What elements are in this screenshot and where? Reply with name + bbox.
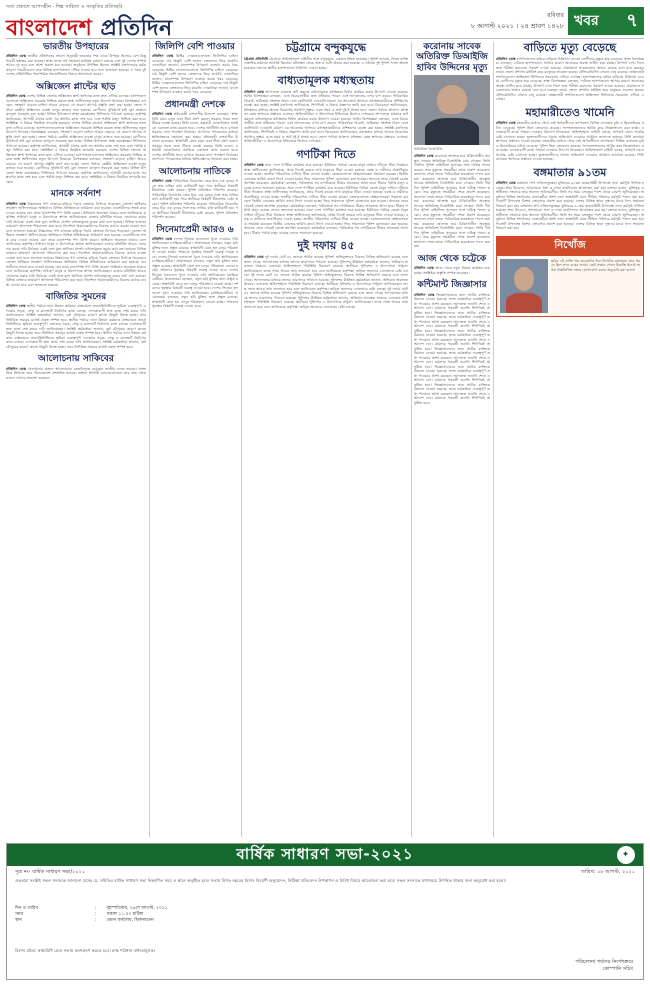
article-headline[interactable]: বাধ্যতামূলক মধ্যস্থতায়: [277, 74, 375, 88]
column-rule: [493, 42, 494, 837]
article-headline[interactable]: অক্সিজেন প্লান্টের ছাড়: [36, 81, 116, 92]
article-headline[interactable]: সিনেমাপ্রেমী আরও ৬: [156, 224, 234, 235]
section-tag: [568, 7, 644, 35]
article: [244, 240, 408, 309]
article-headline[interactable]: জিলিপি বেশি পাওয়ার: [155, 42, 235, 52]
article-body: প্রতিদিন ডেস্ক খেলাধুলার অঙ্গনে আলোচনার কেন্দ্রবিন্দুতে রয়েছেন জাতীয় দলের তারকা। সাম্প্রতিক সিরিজে তার পারফরম্যান্স প্রশংসিত হয়েছে। ভক্তরা আগামী ম্যাচগুলোতেও তার কাছ থেকে ভালো খেলার প্রত্যাশা করছেন।: [6, 366, 146, 380]
article-headline[interactable]: মহামারীতেও খামেনি: [525, 105, 615, 119]
article-headline[interactable]: আলোচনায় সাকিবের: [38, 354, 114, 365]
article: [244, 42, 408, 70]
article: [244, 149, 408, 236]
logo-part-2: প্রতিদিন: [100, 15, 173, 41]
article: [414, 254, 490, 275]
article-body: প্রতিদিন ডেস্ক দেশের সিনেমা হলগুলো খুলে দেওয়ার দাবি জানিয়েছেন চলচ্চিত্রপ্রেমীরা। প্রযোজকরা বলছেন, নতুন ছবি মুক্তির জন্য প্রস্তুত রয়েছে। স্বাস্থ্যবিধি মেনে হল চালুর পরিকল্পনা নেওয়া হচ্ছে। দর্শকদের সুরক্ষার বিষয়টি গুরুত্ব দেওয়া হবে। দেশের সিনেমা হলগুলো খুলে দেওয়ার দাবি জানিয়েছেন চলচ্চিত্রপ্রেমীরা। প্রযোজকরা বলছেন, নতুন ছবি মুক্তির জন্য প্রস্তুত রয়েছে। স্বাস্থ্যবিধি মেনে হল চালুর পরিকল্পনা নেওয়া হচ্ছে। দর্শকদের সুরক্ষার বিষয়টি গুরুত্ব দেওয়া হবে। দেশের সিনেমা হলগুলো খুলে দেওয়ার দাবি জানিয়েছেন চলচ্চিত্রপ্রেমীরা। প্রযোজকরা বলছেন, নতুন ছবি মুক্তির জন্য প্রস্তুত রয়েছে। স্বাস্থ্যবিধি মেনে হল চালুর পরিকল্পনা নেওয়া হচ্ছে। দর্শকদের সুরক্ষার বিষয়টি গুরুত্ব দেওয়া হবে। দেশের সিনেমা হলগুলো খুলে দেওয়ার দাবি জানিয়েছেন চলচ্চিত্রপ্রেমীরা। প্রযোজকরা বলছেন, নতুন ছবি মুক্তির জন্য প্রস্তুত রয়েছে। স্বাস্থ্যবিধি মেনে হল চালুর পরিকল্পনা নেওয়া হচ্ছে। দর্শকদের সুরক্ষার বিষয়টি গুরুত্ব দেওয়া হবে।: [152, 236, 238, 309]
column-rule: [241, 42, 242, 837]
column-rule: [149, 42, 150, 837]
photo-caption: অতিরিক্ত ডিআইজি: [414, 147, 443, 152]
issue-date: ৮ আগস্ট ২০২১ । ২৪ শ্রাবণ ১৪২৮: [470, 22, 564, 30]
logo-part-1: বাংলাদেশ: [6, 15, 93, 41]
article: [496, 42, 644, 102]
ad-meta: [15, 869, 635, 877]
ad-detail-row: সময় : সকাল ১১.০০ ঘটিকা: [15, 912, 144, 917]
article-body: প্রতিদিন ডেস্ক প্রধানমন্ত্রী দেশবাসীর উদ্দেশে বলেছেন, স্বাস্থ্যবিধি মেনে চলুন এবং টিকা গ্রহণ করুন। সরকার সবার জন্য টিকার ব্যবস্থা করছে। তিনি বলেন, মহামারী মোকাবিলায় সবাইকে একসঙ্গে কাজ করতে হবে। দেশের অর্থনীতি সচল রাখতে সরকার নানা পদক্ষেপ নিয়েছে। প্রণোদনা প্যাকেজের মাধ্যমে ক্ষতিগ্রস্তদের সহায়তা করা হচ্ছে। প্রধানমন্ত্রী দেশবাসীর উদ্দেশে বলেছেন, স্বাস্থ্যবিধি মেনে চলুন এবং টিকা গ্রহণ করুন। সরকার সবার জন্য টিকার ব্যবস্থা করছে। তিনি বলেন, মহামারী মোকাবিলায় সবাইকে একসঙ্গে কাজ করতে হবে। দেশের অর্থনীতি সচল রাখতে সরকার নানা পদক্ষেপ নিয়েছে। প্রণোদনা প্যাকেজের মাধ্যমে ক্ষতিগ্রস্তদের সহায়তা করা হচ্ছে।: [152, 112, 238, 162]
article-headline[interactable]: আলোচনায় নাতিকে: [159, 166, 231, 177]
article-headline[interactable]: প্রধানমন্ত্রী দেশকে: [164, 99, 226, 110]
ad-details: [15, 906, 635, 924]
portrait-photo: [414, 75, 490, 145]
article-body: প্রতিদিন ডেস্ক নিম্নমানের পণ্য বাজারে ছড়িয়ে পড়ায় ক্রেতারা বিপাকে পড়েছেন। ভোক্তা অধিকার সংরক্ষণ অধিদফতরের অভিযানে বিভিন্ন প্রতিষ্ঠানকে জরিমানা করা হয়েছে। ব্যবসায়ীদের সতর্ক করে দেওয়া হয়েছে যেন তারা মানসম্পন্ন পণ্য বিক্রি করেন। অভিযান অব্যাহত থাকবে বলে জানিয়েছে কর্তৃপক্ষ। সাধারণ মানুষ এ উদ্যোগকে স্বাগত জানিয়েছেন। বাজার মনিটরিং আরও জোরদার করার দাবি উঠেছে। একই সঙ্গে মূল্য তালিকা প্রদর্শন বাধ্যতামূলক করার কথা বলা হয়েছে। বিভিন্ন বাজারে ভ্রাম্যমাণ আদালত পরিচালনা করা হবে। নির্দেশনা অমান্যকারীদের বিরুদ্ধে কঠোর ব্যবস্থা নেওয়া হবে বলে জানানো হয়েছে। নিম্নমানের পণ্য বাজারে ছড়িয়ে পড়ায় ক্রেতারা বিপাকে পড়েছেন। ভোক্তা অধিকার সংরক্ষণ অধিদফতরের অভিযানে বিভিন্ন প্রতিষ্ঠানকে জরিমানা করা হয়েছে। ব্যবসায়ীদের সতর্ক করে দেওয়া হয়েছে যেন তারা মানসম্পন্ন পণ্য বিক্রি করেন। অভিযান অব্যাহত থাকবে বলে জানিয়েছে কর্তৃপক্ষ। সাধারণ মানুষ এ উদ্যোগকে স্বাগত জানিয়েছেন। বাজার মনিটরিং আরও জোরদার করার দাবি উঠেছে। একই সঙ্গে মূল্য তালিকা প্রদর্শন বাধ্যতামূলক করার কথা বলা হয়েছে। বিভিন্ন বাজারে ভ্রাম্যমাণ আদালত পরিচালনা করা হবে। নির্দেশনা অমান্যকারীদের বিরুদ্ধে কঠোর ব্যবস্থা নেওয়া হবে বলে জানানো হয়েছে। নিম্নমানের পণ্য বাজারে ছড়িয়ে পড়ায় ক্রেতারা বিপাকে পড়েছেন। ভোক্তা অধিকার সংরক্ষণ অধিদফতরের অভিযানে বিভিন্ন প্রতিষ্ঠানকে জরিমানা করা হয়েছে। ব্যবসায়ীদের সতর্ক করে দেওয়া হয়েছে যেন তারা মানসম্পন্ন পণ্য বিক্রি করেন। অভিযান অব্যাহত থাকবে বলে জানিয়েছে কর্তৃপক্ষ। সাধারণ মানুষ এ উদ্যোগকে স্বাগত জানিয়েছেন। বাজার মনিটরিং আরও জোরদার করার দাবি উঠেছে। একই সঙ্গে মূল্য তালিকা প্রদর্শন বাধ্যতামূলক করার কথা বলা হয়েছে। বিভিন্ন বাজারে ভ্রাম্যমাণ আদালত পরিচালনা করা হবে। নির্দেশনা অমান্যকারীদের বিরুদ্ধে কঠোর ব্যবস্থা নেওয়া হবে বলে জানানো হয়েছে।: [6, 201, 146, 287]
ad-note: বিশেষ দ্রষ্টব্য: স্বাস্থ্যবিধি মেনে সভায় অংশগ্রহণ করতে হবে। মাস্ক পরিধান বাধ্যতামূলক।: [15, 948, 155, 953]
article-body: চট্টগ্রাম প্রতিনিধি চট্টগ্রামে আইনশৃঙ্খলা বাহিনীর সঙ্গে বন্দুকযুদ্ধে একজন নিহত হয়েছেন। পুলিশ জানায়, নিহত ব্যক্তি একাধিক মামলার আসামি ছিলেন। ঘটনাস্থল থেকে অস্ত্র ও গুলি উদ্ধার করা হয়েছে। এ ঘটনায় দুই পুলিশ সদস্য আহত হয়েছেন। তাদের স্থানীয় হাসপাতালে চিকিৎসা দেওয়া হচ্ছে।: [244, 56, 408, 70]
column-rule: [411, 42, 412, 837]
article: [6, 82, 146, 184]
article-body: প্রতিদিন ডেস্ক করোনায় আক্রান্ত হয়ে চিকিৎসাধীন অবস্থায় সাবেক অতিরিক্ত ডিআইজি মারা গেছেন। তিনি দীর্ঘদিন পুলিশ বাহিনীতে সুনামের সঙ্গে দায়িত্ব পালন করেন। তার মৃত্যুতে সহকর্মীরা শোক প্রকাশ করেছেন। জানাজা শেষে তাকে পারিবারিক কবরস্থানে দাফন করা হয়। করোনায় আক্রান্ত হয়ে চিকিৎসাধীন অবস্থায় সাবেক অতিরিক্ত ডিআইজি মারা গেছেন। তিনি দীর্ঘদিন পুলিশ বাহিনীতে সুনামের সঙ্গে দায়িত্ব পালন করেন। তার মৃত্যুতে সহকর্মীরা শোক প্রকাশ করেছেন। জানাজা শেষে তাকে পারিবারিক কবরস্থানে দাফন করা হয়। করোনায় আক্রান্ত হয়ে চিকিৎসাধীন অবস্থায় সাবেক অতিরিক্ত ডিআইজি মারা গেছেন। তিনি দীর্ঘদিন পুলিশ বাহিনীতে সুনামের সঙ্গে দায়িত্ব পালন করেন। তার মৃত্যুতে সহকর্মীরা শোক প্রকাশ করেছেন। জানাজা শেষে তাকে পারিবারিক কবরস্থানে দাফন করা হয়। করোনায় আক্রান্ত হয়ে চিকিৎসাধীন অবস্থায় সাবেক অতিরিক্ত ডিআইজি মারা গেছেন। তিনি দীর্ঘদিন পুলিশ বাহিনীতে সুনামের সঙ্গে দায়িত্ব পালন করেন। তার মৃত্যুতে সহকর্মীরা শোক প্রকাশ করেছেন। জানাজা শেষে তাকে পারিবারিক কবরস্থানে দাফন করা হয়।: [414, 154, 490, 249]
column-5: [496, 42, 644, 317]
masthead: [6, 4, 644, 39]
missing-notice-title: নিখোঁজ: [497, 237, 643, 256]
article: [6, 42, 146, 77]
article-body: প্রতিদিন ডেস্ক স্থানীয় পর্যায়ে নানা উন্নয়ন কর্মকাণ্ড বাস্তবায়নে জনপ্রতিনিধিদের ভূমিকা গুরুত্বপূর্ণ। এলাকার সড়ক, সেতু ও কালভার্ট নির্মাণের কাজ চলছে। এলাকাবাসী দ্রুত কাজ শেষ করার দাবি জানিয়েছেন। সংশ্লিষ্ট কর্মকর্তারা জানান, বর্ষা মৌসুমের কারণে কাজে কিছুটা বিলম্ব হচ্ছে। তবে নির্ধারিত সময়ের মধ্যেই প্রকল্প সম্পন্ন হবে। স্থানীয় পর্যায়ে নানা উন্নয়ন কর্মকাণ্ড বাস্তবায়নে জনপ্রতিনিধিদের ভূমিকা গুরুত্বপূর্ণ। এলাকার সড়ক, সেতু ও কালভার্ট নির্মাণের কাজ চলছে। এলাকাবাসী দ্রুত কাজ শেষ করার দাবি জানিয়েছেন। সংশ্লিষ্ট কর্মকর্তারা জানান, বর্ষা মৌসুমের কারণে কাজে কিছুটা বিলম্ব হচ্ছে। তবে নির্ধারিত সময়ের মধ্যেই প্রকল্প সম্পন্ন হবে। স্থানীয় পর্যায়ে নানা উন্নয়ন কর্মকাণ্ড বাস্তবায়নে জনপ্রতিনিধিদের ভূমিকা গুরুত্বপূর্ণ। এলাকার সড়ক, সেতু ও কালভার্ট নির্মাণের কাজ চলছে। এলাকাবাসী দ্রুত কাজ শেষ করার দাবি জানিয়েছেন। সংশ্লিষ্ট কর্মকর্তারা জানান, বর্ষা মৌসুমের কারণে কাজে কিছুটা বিলম্ব হচ্ছে। তবে নির্ধারিত সময়ের মধ্যেই প্রকল্প সম্পন্ন হবে।: [6, 304, 146, 349]
article: [6, 354, 146, 380]
article-headline[interactable]: বাজিতির সুমনের: [45, 292, 107, 303]
page-number: ৭: [626, 9, 638, 31]
issue-day: রবিবার: [547, 12, 564, 19]
article-headline[interactable]: বাড়িতে মৃত্যু বেড়েছে: [523, 41, 617, 54]
article: [414, 42, 490, 249]
article-body: প্রতিদিন ডেস্ক জিজ্ঞাসাবাদের জন্য আটক ব্যক্তিকে রিমান্ডে নেওয়া হয়েছে। তদন্ত কর্মকর্তারা গুরুত্বপূর্ণ তথ্য পাওয়ার আশা করছেন। আদালত শুনানি শেষে এ আদেশ দেন। মামলার পরবর্তী শুনানি শিগগিরই অনুষ্ঠিত হবে। জিজ্ঞাসাবাদের জন্য আটক ব্যক্তিকে রিমান্ডে নেওয়া হয়েছে। তদন্ত কর্মকর্তারা গুরুত্বপূর্ণ তথ্য পাওয়ার আশা করছেন। আদালত শুনানি শেষে এ আদেশ দেন। মামলার পরবর্তী শুনানি শিগগিরই অনুষ্ঠিত হবে। জিজ্ঞাসাবাদের জন্য আটক ব্যক্তিকে রিমান্ডে নেওয়া হয়েছে। তদন্ত কর্মকর্তারা গুরুত্বপূর্ণ তথ্য পাওয়ার আশা করছেন। আদালত শুনানি শেষে এ আদেশ দেন। মামলার পরবর্তী শুনানি শিগগিরই অনুষ্ঠিত হবে। জিজ্ঞাসাবাদের জন্য আটক ব্যক্তিকে রিমান্ডে নেওয়া হয়েছে। তদন্ত কর্মকর্তারা গুরুত্বপূর্ণ তথ্য পাওয়ার আশা করছেন। আদালত শুনানি শেষে এ আদেশ দেন। মামলার পরবর্তী শুনানি শিগগিরই অনুষ্ঠিত হবে। জিজ্ঞাসাবাদের জন্য আটক ব্যক্তিকে রিমান্ডে নেওয়া হয়েছে। তদন্ত কর্মকর্তারা গুরুত্বপূর্ণ তথ্য পাওয়ার আশা করছেন। আদালত শুনানি শেষে এ আদেশ দেন। মামলার পরবর্তী শুনানি শিগগিরই অনুষ্ঠিত হবে। জিজ্ঞাসাবাদের জন্য আটক ব্যক্তিকে রিমান্ডে নেওয়া হয়েছে। তদন্ত কর্মকর্তারা গুরুত্বপূর্ণ তথ্য পাওয়ার আশা করছেন। আদালত শুনানি শেষে এ আদেশ দেন। মামলার পরবর্তী শুনানি শিগগিরই অনুষ্ঠিত হবে।: [414, 292, 490, 405]
article-body: প্রতিদিন ডেস্ক আজ থেকে নতুন নিয়মে কার্যক্রম শুরু হচ্ছে। সংশ্লিষ্টরা প্রস্তুতি সম্পন্ন করেছেন।: [414, 266, 490, 275]
article-headline[interactable]: বঙ্গমাতার ৯১তম: [533, 165, 607, 179]
ad-detail-row: দিন ও তারিখ : বৃহস্পতিবার, ২৬শে আগস্ট, ২০২১: [15, 906, 168, 911]
missing-person-photo: [500, 259, 548, 313]
ad-title-band: [7, 844, 643, 866]
article-headline[interactable]: কন্টিমান্ট জিজ্ঞাসার: [417, 280, 487, 291]
article-body: প্রতিদিন ডেস্ক বঙ্গমাতা শেখ ফজিলাতুন্নেছা মুজিবের ৯১তম জন্মবার্ষিকী উপলক্ষে নানা কর্মসূচি পালিত হয়েছে। শ্রদ্ধা নিবেদন, আলোচনা সভা ও দোয়া মাহফিলের আয়োজন করা হয়। বক্তারা বলেন, মুক্তিযুদ্ধ ও স্বাধীনতা সংগ্রামে তার অবদান অবিস্মরণীয়। তিনি সব সময় বঙ্গবন্ধুর পাশে থেকে প্রেরণা জুগিয়েছেন। অনুষ্ঠানে বিভিন্ন সংগঠনের নেতাকর্মীরা অংশ নেন। স্বাস্থ্যবিধি মেনে সীমিত পরিসরে কর্মসূচি পালন করা হয়। দিবসটি উপলক্ষে বিশেষ ক্রোড়পত্র প্রকাশ করা হয়েছে। দেশের বিভিন্ন স্থানে দুস্থদের মাঝে খাদ্য সহায়তা বিতরণ করা হয়। বঙ্গমাতা শেখ ফজিলাতুন্নেছা মুজিবের ৯১তম জন্মবার্ষিকী উপলক্ষে নানা কর্মসূচি পালিত হয়েছে। শ্রদ্ধা নিবেদন, আলোচনা সভা ও দোয়া মাহফিলের আয়োজন করা হয়। বক্তারা বলেন, মুক্তিযুদ্ধ ও স্বাধীনতা সংগ্রামে তার অবদান অবিস্মরণীয়। তিনি সব সময় বঙ্গবন্ধুর পাশে থেকে প্রেরণা জুগিয়েছেন। অনুষ্ঠানে বিভিন্ন সংগঠনের নেতাকর্মীরা অংশ নেন। স্বাস্থ্যবিধি মেনে সীমিত পরিসরে কর্মসূচি পালন করা হয়। দিবসটি উপলক্ষে বিশেষ ক্রোড়পত্র প্রকাশ করা হয়েছে। দেশের বিভিন্ন স্থানে দুস্থদের মাঝে খাদ্য সহায়তা বিতরণ করা হয়।: [496, 181, 644, 231]
article-body: প্রতিদিন ডেস্ক মহামারীর মধ্যেও থেমে নেই অপরাধীদের তৎপরতা। বিভিন্ন এলাকায় চুরি ও ছিনতাইয়ের ঘটনা বেড়েছে। পুলিশ টহল জোরদার করেছে। সন্দেহভাজনদের আটক করে জিজ্ঞাসাবাদ করা হচ্ছে। এলাকাবাসী রাতে পাহারা দেওয়ার উদ্যোগ নিয়েছেন। আইনশৃঙ্খলা বাহিনী বলছে, অপরাধ দমনে সর্বোচ্চ চেষ্টা চালানো হচ্ছে। ভুক্তভোগীদের থানায় অভিযোগ দেওয়ার আহ্বান জানানো হয়েছে। সিসি ক্যামেরা স্থাপনের প্রস্তাবও দেওয়া হয়েছে। মহামারীর মধ্যেও থেমে নেই অপরাধীদের তৎপরতা। বিভিন্ন এলাকায় চুরি ও ছিনতাইয়ের ঘটনা বেড়েছে। পুলিশ টহল জোরদার করেছে। সন্দেহভাজনদের আটক করে জিজ্ঞাসাবাদ করা হচ্ছে। এলাকাবাসী রাতে পাহারা দেওয়ার উদ্যোগ নিয়েছেন। আইনশৃঙ্খলা বাহিনী বলছে, অপরাধ দমনে সর্বোচ্চ চেষ্টা চালানো হচ্ছে। ভুক্তভোগীদের থানায় অভিযোগ দেওয়ার আহ্বান জানানো হয়েছে। সিসি ক্যামেরা স্থাপনের প্রস্তাবও দেওয়া হয়েছে।: [496, 121, 644, 162]
column-1: [6, 42, 146, 385]
ad-reference: সূত্র নং- বার্ষিক সাধারণ সভা/২০২১: [15, 869, 86, 875]
masthead-tagline: সত্য প্রকাশে আপসহীন · শিল্প সাহিত্য ও সংস্কৃতির প্রতিচ্ছবি: [6, 4, 123, 10]
article-headline[interactable]: গণটিকা দিতে: [296, 147, 356, 161]
ad-title: বার্ষিক সাধারণ সভা-২০২১: [236, 844, 414, 863]
missing-notice-body: ছবির এই ব্যক্তি গত কয়েকদিন ধরে নিখোঁজ রয়েছেন। তার পরনে ছিল লাল রঙের জামা। কেউ সন্ধান পেলে নিকটস্থ থানায় অথবা নিম্নলিখিত নম্বরে যোগাযোগ করার অনুরোধ করা হলো।: [551, 258, 640, 272]
article-headline[interactable]: আজ থেকে চট্টেকে: [417, 253, 487, 264]
article-headline[interactable]: মানকে সর্বনাশ: [50, 189, 102, 200]
organization-logo-icon: ✦: [617, 846, 635, 864]
article-body: প্রতিদিন ডেস্ক আদালতে মামলার জট কমাতে বাধ্যতামূলক মধ্যস্থতার বিধান কার্যকর করার উদ্যোগ নেওয়া হয়েছে। আইন বিশেষজ্ঞরা বলছেন, এতে বিচারপ্রার্থীরা দ্রুত প্রতিকার পাবেন এবং আদালতের ওপর চাপ কমবে। পারিবারিক বিরোধ, জমিজমা সংক্রান্ত বিবাদ এবং ছোটখাটো দেওয়ানি মামলা এর আওতায় আসবে। মধ্যস্থতাকারীদের প্রশিক্ষণের ব্যবস্থা করা হচ্ছে। সংশ্লিষ্ট মন্ত্রণালয় জানিয়েছে, শিগগিরই এ বিষয়ে প্রজ্ঞাপন জারি করা হবে। বিচারকরা জানিয়েছেন, মধ্যস্থতার মাধ্যমে অনেক বিরোধের সমাধান সম্ভব। এতে সময় ও অর্থ দুই-ই সাশ্রয় হবে। জেলা পর্যায়ে আলাদা মধ্যস্থতা কেন্দ্র স্থাপনের প্রস্তাবও এসেছে। আইনজীবীরা এ উদ্যোগকে ইতিবাচক হিসেবে দেখছেন। আদালতে মামলার জট কমাতে বাধ্যতামূলক মধ্যস্থতার বিধান কার্যকর করার উদ্যোগ নেওয়া হয়েছে। আইন বিশেষজ্ঞরা বলছেন, এতে বিচারপ্রার্থীরা দ্রুত প্রতিকার পাবেন এবং আদালতের ওপর চাপ কমবে। পারিবারিক বিরোধ, জমিজমা সংক্রান্ত বিবাদ এবং ছোটখাটো দেওয়ানি মামলা এর আওতায় আসবে। মধ্যস্থতাকারীদের প্রশিক্ষণের ব্যবস্থা করা হচ্ছে। সংশ্লিষ্ট মন্ত্রণালয় জানিয়েছে, শিগগিরই এ বিষয়ে প্রজ্ঞাপন জারি করা হবে। বিচারকরা জানিয়েছেন, মধ্যস্থতার মাধ্যমে অনেক বিরোধের সমাধান সম্ভব। এতে সময় ও অর্থ দুই-ই সাশ্রয় হবে। জেলা পর্যায়ে আলাদা মধ্যস্থতা কেন্দ্র স্থাপনের প্রস্তাবও এসেছে। আইনজীবীরা এ উদ্যোগকে ইতিবাচক হিসেবে দেখছেন।: [244, 89, 408, 144]
article-body: প্রতিদিন ডেস্ক সারা দেশে গণটিকা কার্যক্রম শুরু হয়েছে। ইউনিয়ন পর্যায়ে কেন্দ্রে মানুষ লাইনে দাঁড়িয়ে টিকা নিচ্ছেন। স্বাস্থ্য অধিদফতর জানিয়েছে, প্রথম দিনেই কয়েক লাখ মানুষকে টিকা দেওয়া হয়েছে। বয়স্ক ও নারীদের অগ্রাধিকার দেওয়া হচ্ছে। জাতীয় পরিচয়পত্র দেখিয়ে টিকা নেওয়া যাচ্ছে। কেন্দ্রগুলোতে স্বেচ্ছাসেবকরা সহায়তা করছেন। দ্বিতীয় ডোজের তারিখ কার্ডে লিখে দেওয়া হচ্ছে। ভিড় সামলাতে পুলিশ মোতায়েন করা হয়েছে। অনেকে ভোর থেকেই কেন্দ্রে অপেক্ষা করেছেন। কর্মকর্তারা বলছেন, পর্যায়ক্রমে সব নাগরিককে টিকার আওতায় আনা হবে। টিকার পর্যাপ্ত মজুদ রয়েছে বলেও জানানো হয়েছে। সারা দেশে গণটিকা কার্যক্রম শুরু হয়েছে। ইউনিয়ন পর্যায়ে কেন্দ্রে মানুষ লাইনে দাঁড়িয়ে টিকা নিচ্ছেন। স্বাস্থ্য অধিদফতর জানিয়েছে, প্রথম দিনেই কয়েক লাখ মানুষকে টিকা দেওয়া হয়েছে। বয়স্ক ও নারীদের অগ্রাধিকার দেওয়া হচ্ছে। জাতীয় পরিচয়পত্র দেখিয়ে টিকা নেওয়া যাচ্ছে। কেন্দ্রগুলোতে স্বেচ্ছাসেবকরা সহায়তা করছেন। দ্বিতীয় ডোজের তারিখ কার্ডে লিখে দেওয়া হচ্ছে। ভিড় সামলাতে পুলিশ মোতায়েন করা হয়েছে। অনেকে ভোর থেকেই কেন্দ্রে অপেক্ষা করেছেন। কর্মকর্তারা বলছেন, পর্যায়ক্রমে সব নাগরিককে টিকার আওতায় আনা হবে। টিকার পর্যাপ্ত মজুদ রয়েছে বলেও জানানো হয়েছে। সারা দেশে গণটিকা কার্যক্রম শুরু হয়েছে। ইউনিয়ন পর্যায়ে কেন্দ্রে মানুষ লাইনে দাঁড়িয়ে টিকা নিচ্ছেন। স্বাস্থ্য অধিদফতর জানিয়েছে, প্রথম দিনেই কয়েক লাখ মানুষকে টিকা দেওয়া হয়েছে। বয়স্ক ও নারীদের অগ্রাধিকার দেওয়া হচ্ছে। জাতীয় পরিচয়পত্র দেখিয়ে টিকা নেওয়া যাচ্ছে। কেন্দ্রগুলোতে স্বেচ্ছাসেবকরা সহায়তা করছেন। দ্বিতীয় ডোজের তারিখ কার্ডে লিখে দেওয়া হচ্ছে। ভিড় সামলাতে পুলিশ মোতায়েন করা হয়েছে। অনেকে ভোর থেকেই কেন্দ্রে অপেক্ষা করেছেন। কর্মকর্তারা বলছেন, পর্যায়ক্রমে সব নাগরিককে টিকার আওতায় আনা হবে। টিকার পর্যাপ্ত মজুদ রয়েছে বলেও জানানো হয়েছে।: [244, 163, 408, 235]
article-body: প্রতিদিন ডেস্ক মিষ্টির দোকানগুলোতে জিলিপির চাহিদা বেড়েছে। দাম কিছুটা বেশি হলেও ক্রেতাদের ভিড় কমেনি। দোকানিরা জানান, মানসম্পন্ন উপকরণ ব্যবহার করায় খরচ বেড়েছে। মিষ্টির দোকানগুলোতে জিলিপির চাহিদা বেড়েছে। দাম কিছুটা বেশি হলেও ক্রেতাদের ভিড় কমেনি। দোকানিরা জানান, মানসম্পন্ন উপকরণ ব্যবহার করায় খরচ বেড়েছে। মিষ্টির দোকানগুলোতে জিলিপির চাহিদা বেড়েছে। দাম কিছুটা বেশি হলেও ক্রেতাদের ভিড় কমেনি। দোকানিরা জানান, মানসম্পন্ন উপকরণ ব্যবহার করায় খরচ বেড়েছে।: [152, 54, 238, 95]
ad-signature: পরিচালনা পর্ষদের নির্দেশক্রমে কোম্পানি সচিব: [575, 959, 633, 972]
article: [244, 75, 408, 144]
article: [6, 189, 146, 287]
article: [496, 107, 644, 162]
article-body: প্রতিদিন ডেস্ক দুই দফায় মোট ৪৫ জনকে আটক করেছে পুলিশ। অভিযুক্তদের বিরুদ্ধে বিভিন্ন অভিযোগ রয়েছে বলে জানা গেছে। আদালতের মাধ্যমে তাদের কারাগারে পাঠানো হয়েছে। পুলিশের ঊর্ধ্বতন কর্মকর্তারা জানান, অভিযান অব্যাহত থাকবে। এলাকায় আইনশৃঙ্খলা পরিস্থিতি নিয়ন্ত্রণে রয়েছে। স্থানীয়রা পুলিশের এ উদ্যোগকে সাধুবাদ জানিয়েছেন। তদন্ত শেষে আরও তথ্য জানানো হবে বলে জানিয়েছে কর্তৃপক্ষ। জড়িত অন্যদের গ্রেফতারে চেষ্টা চলছে। দুই দফায় মোট ৪৫ জনকে আটক করেছে পুলিশ। অভিযুক্তদের বিরুদ্ধে বিভিন্ন অভিযোগ রয়েছে বলে জানা গেছে। আদালতের মাধ্যমে তাদের কারাগারে পাঠানো হয়েছে। পুলিশের ঊর্ধ্বতন কর্মকর্তারা জানান, অভিযান অব্যাহত থাকবে। এলাকায় আইনশৃঙ্খলা পরিস্থিতি নিয়ন্ত্রণে রয়েছে। স্থানীয়রা পুলিশের এ উদ্যোগকে সাধুবাদ জানিয়েছেন। তদন্ত শেষে আরও তথ্য জানানো হবে বলে জানিয়েছে কর্তৃপক্ষ। জড়িত অন্যদের গ্রেফতারে চেষ্টা চলছে। দুই দফায় মোট ৪৫ জনকে আটক করেছে পুলিশ। অভিযুক্তদের বিরুদ্ধে বিভিন্ন অভিযোগ রয়েছে বলে জানা গেছে। আদালতের মাধ্যমে তাদের কারাগারে পাঠানো হয়েছে। পুলিশের ঊর্ধ্বতন কর্মকর্তারা জানান, অভিযান অব্যাহত থাকবে। এলাকায় আইনশৃঙ্খলা পরিস্থিতি নিয়ন্ত্রণে রয়েছে। স্থানীয়রা পুলিশের এ উদ্যোগকে সাধুবাদ জানিয়েছেন। তদন্ত শেষে আরও তথ্য জানানো হবে বলে জানিয়েছে কর্তৃপক্ষ। জড়িত অন্যদের গ্রেফতারে চেষ্টা চলছে।: [244, 255, 409, 309]
article-body: প্রতিদিন ডেস্ক পারিবারিক বিরোধের জের ধরে এক বৃদ্ধের সঙ্গে তার নাতির কথা কাটাকাটি হয়। পরে স্থানীয়রা বিষয়টি মীমাংসার চেষ্টা করেন। পুলিশ ঘটনাস্থল পরিদর্শন করেছে। পারিবারিক বিরোধের জের ধরে এক বৃদ্ধের সঙ্গে তার নাতির কথা কাটাকাটি হয়। পরে স্থানীয়রা বিষয়টি মীমাংসার চেষ্টা করেন। পুলিশ ঘটনাস্থল পরিদর্শন করেছে। পারিবারিক বিরোধের জের ধরে এক বৃদ্ধের সঙ্গে তার নাতির কথা কাটাকাটি হয়। পরে স্থানীয়রা বিষয়টি মীমাংসার চেষ্টা করেন। পুলিশ ঘটনাস্থল পরিদর্শন করেছে।: [152, 179, 238, 220]
article-body: প্রতিদিন ডেস্ক হাসপাতালের বাইরে বাড়িতে চিকিৎসা নেওয়া রোগীদের মৃত্যুর হার বেড়েছে। স্বাস্থ্য বিশেষজ্ঞরা বলছেন, দেরিতে হাসপাতালে আসার কারণে অনেকের অবস্থা জটিল হয়ে যাচ্ছে। উপসর্গ দেখা দিলে দ্রুত পরীক্ষা করানোর পরামর্শ দেওয়া হয়েছে। গ্রামাঞ্চলে সচেতনতার অভাব রয়েছে বলে মনে করছেন তারা। জেলা প্রশাসন মাইকিং করে মানুষকে সচেতন করছে। টেলিমেডিসিন সেবাও চালু রয়েছে। স্বেচ্ছাসেবী সংগঠনগুলো অক্সিজেন সিলিন্ডার সরবরাহে এগিয়ে এসেছে। হাসপাতালের বাইরে বাড়িতে চিকিৎসা নেওয়া রোগীদের মৃত্যুর হার বেড়েছে। স্বাস্থ্য বিশেষজ্ঞরা বলছেন, দেরিতে হাসপাতালে আসার কারণে অনেকের অবস্থা জটিল হয়ে যাচ্ছে। উপসর্গ দেখা দিলে দ্রুত পরীক্ষা করানোর পরামর্শ দেওয়া হয়েছে। গ্রামাঞ্চলে সচেতনতার অভাব রয়েছে বলে মনে করছেন তারা। জেলা প্রশাসন মাইকিং করে মানুষকে সচেতন করছে। টেলিমেডিসিন সেবাও চালু রয়েছে। স্বেচ্ছাসেবী সংগঠনগুলো অক্সিজেন সিলিন্ডার সরবরাহে এগিয়ে এসেছে।: [496, 56, 644, 102]
ad-body: এতদ্বারা সংশ্লিষ্ট সকল সদস্যকে জানানো যাচ্ছে যে, সমিতির বার্ষিক সাধারণ সভা নিম্নবর্ণিত সময় ও স্থানে অনুষ্ঠিত হবে। সভায় বিগত বছরের হিসাব বিবরণী অনুমোদন, নিরীক্ষা প্রতিবেদন উপস্থাপন ও বিবিধ বিষয়ে আলোচনা করা হবে। সকল সদস্যকে যথাসময়ে উপস্থিত থাকার জন্য অনুরোধ করা হলো।: [15, 878, 507, 883]
article: [496, 167, 644, 231]
ad-detail-row: স্থান : প্রধান কার্যালয়, মিলনায়তন: [15, 918, 154, 923]
ad-date: তারিখ: ০৮ আগস্ট, ২০২১: [581, 869, 635, 875]
column-4: [414, 42, 490, 410]
article-headline[interactable]: চট্টগ্রামে বন্দুকযুদ্ধে: [285, 41, 367, 54]
article: [152, 100, 238, 162]
column-2: [152, 42, 238, 314]
article: [152, 42, 238, 95]
article: [152, 167, 238, 220]
missing-person-notice: [496, 236, 644, 317]
article-headline[interactable]: দুই দফায় ৪৫: [297, 239, 355, 253]
article: [6, 292, 146, 349]
article: [414, 280, 490, 405]
column-3: [244, 42, 408, 314]
agm-advertisement: [6, 843, 644, 980]
article-headline[interactable]: ভারতীয় উপহারের: [42, 42, 109, 52]
article-headline[interactable]: করোনায় সাবেক অতিরিক্ত ডিআইজি হাবিব উদ্দিনের মৃত্যু: [416, 42, 488, 73]
article-body: প্রতিদিন ডেস্ক দেশের বিভিন্ন জেলায় অক্সিজেন প্লান্ট স্থাপনের কাজ দ্রুত এগিয়ে চলেছে। হাসপাতালগুলোতে অক্সিজেন সরবরাহ নিশ্চিত করতে স্বাস্থ্য অধিদফতর নতুন উদ্যোগ নিয়েছে। বিশেষজ্ঞরা বলছেন, সংক্রমণ বাড়লে চাহিদা আরও বাড়বে। সে কারণে আগাম প্রস্তুতি গ্রহণ করা হচ্ছে। জেলা পর্যায়ে কেন্দ্রীয় অক্সিজেন ব্যবস্থা চালুর কাজও শুরু হয়েছে। রোগীদের সুবিধার্থে হাই ফ্লো নাজাল ক্যানুলা সরবরাহ করা হচ্ছে। বিভিন্ন উপজেলা স্বাস্থ্য কমপ্লেক্সেও সিলিন্ডার পাঠানো হয়েছে। কর্তৃপক্ষ জানিয়েছে, আগামী মাসের মধ্যে সব প্লান্টের কাজ শেষ হবে এবং পর্যাপ্ত মজুদ নিশ্চিত করা হবে। সংশ্লিষ্টরা এ বিষয়ে নিয়মিত তদারকি করছেন। দেশের বিভিন্ন জেলায় অক্সিজেন প্লান্ট স্থাপনের কাজ দ্রুত এগিয়ে চলেছে। হাসপাতালগুলোতে অক্সিজেন সরবরাহ নিশ্চিত করতে স্বাস্থ্য অধিদফতর নতুন উদ্যোগ নিয়েছে। বিশেষজ্ঞরা বলছেন, সংক্রমণ বাড়লে চাহিদা আরও বাড়বে। সে কারণে আগাম প্রস্তুতি গ্রহণ করা হচ্ছে। জেলা পর্যায়ে কেন্দ্রীয় অক্সিজেন ব্যবস্থা চালুর কাজও শুরু হয়েছে। রোগীদের সুবিধার্থে হাই ফ্লো নাজাল ক্যানুলা সরবরাহ করা হচ্ছে। বিভিন্ন উপজেলা স্বাস্থ্য কমপ্লেক্সেও সিলিন্ডার পাঠানো হয়েছে। কর্তৃপক্ষ জানিয়েছে, আগামী মাসের মধ্যে সব প্লান্টের কাজ শেষ হবে এবং পর্যাপ্ত মজুদ নিশ্চিত করা হবে। সংশ্লিষ্টরা এ বিষয়ে নিয়মিত তদারকি করছেন। দেশের বিভিন্ন জেলায় অক্সিজেন প্লান্ট স্থাপনের কাজ দ্রুত এগিয়ে চলেছে। হাসপাতালগুলোতে অক্সিজেন সরবরাহ নিশ্চিত করতে স্বাস্থ্য অধিদফতর নতুন উদ্যোগ নিয়েছে। বিশেষজ্ঞরা বলছেন, সংক্রমণ বাড়লে চাহিদা আরও বাড়বে। সে কারণে আগাম প্রস্তুতি গ্রহণ করা হচ্ছে। জেলা পর্যায়ে কেন্দ্রীয় অক্সিজেন ব্যবস্থা চালুর কাজও শুরু হয়েছে। রোগীদের সুবিধার্থে হাই ফ্লো নাজাল ক্যানুলা সরবরাহ করা হচ্ছে। বিভিন্ন উপজেলা স্বাস্থ্য কমপ্লেক্সেও সিলিন্ডার পাঠানো হয়েছে। কর্তৃপক্ষ জানিয়েছে, আগামী মাসের মধ্যে সব প্লান্টের কাজ শেষ হবে এবং পর্যাপ্ত মজুদ নিশ্চিত করা হবে। সংশ্লিষ্টরা এ বিষয়ে নিয়মিত তদারকি করছেন।: [6, 94, 147, 184]
section-name: খবর: [574, 13, 599, 29]
article-body: প্রতিদিন ডেস্ক জাতীয় প্রতিদিনের সংবাদ অনুযায়ী ভারতের পক্ষ থেকে উপহার হিসেবে বেশ কিছু সামগ্রী হস্তান্তর করা হয়েছে। স্বাস্থ্য খাতে এই সহায়তা কার্যক্রম চলমান রয়েছে এবং দুই দেশের সম্পর্ক আরও দৃঢ় হবে বলে আশা প্রকাশ করা হয়েছে। অনুষ্ঠানে উপস্থিত ছিলেন সংশ্লিষ্ট মন্ত্রণালয়ের কর্মকর্তাবৃন্দ। সামগ্রীগুলো দ্রুত বিভিন্ন হাসপাতালে পৌঁছে দেওয়া হবে বলে জানানো হয়েছে। এ সময় দুই দেশের প্রতিনিধিরা পারস্পরিক সহযোগিতার বিষয়ে আলোচনা করেন।: [6, 54, 146, 77]
article: [152, 225, 238, 309]
